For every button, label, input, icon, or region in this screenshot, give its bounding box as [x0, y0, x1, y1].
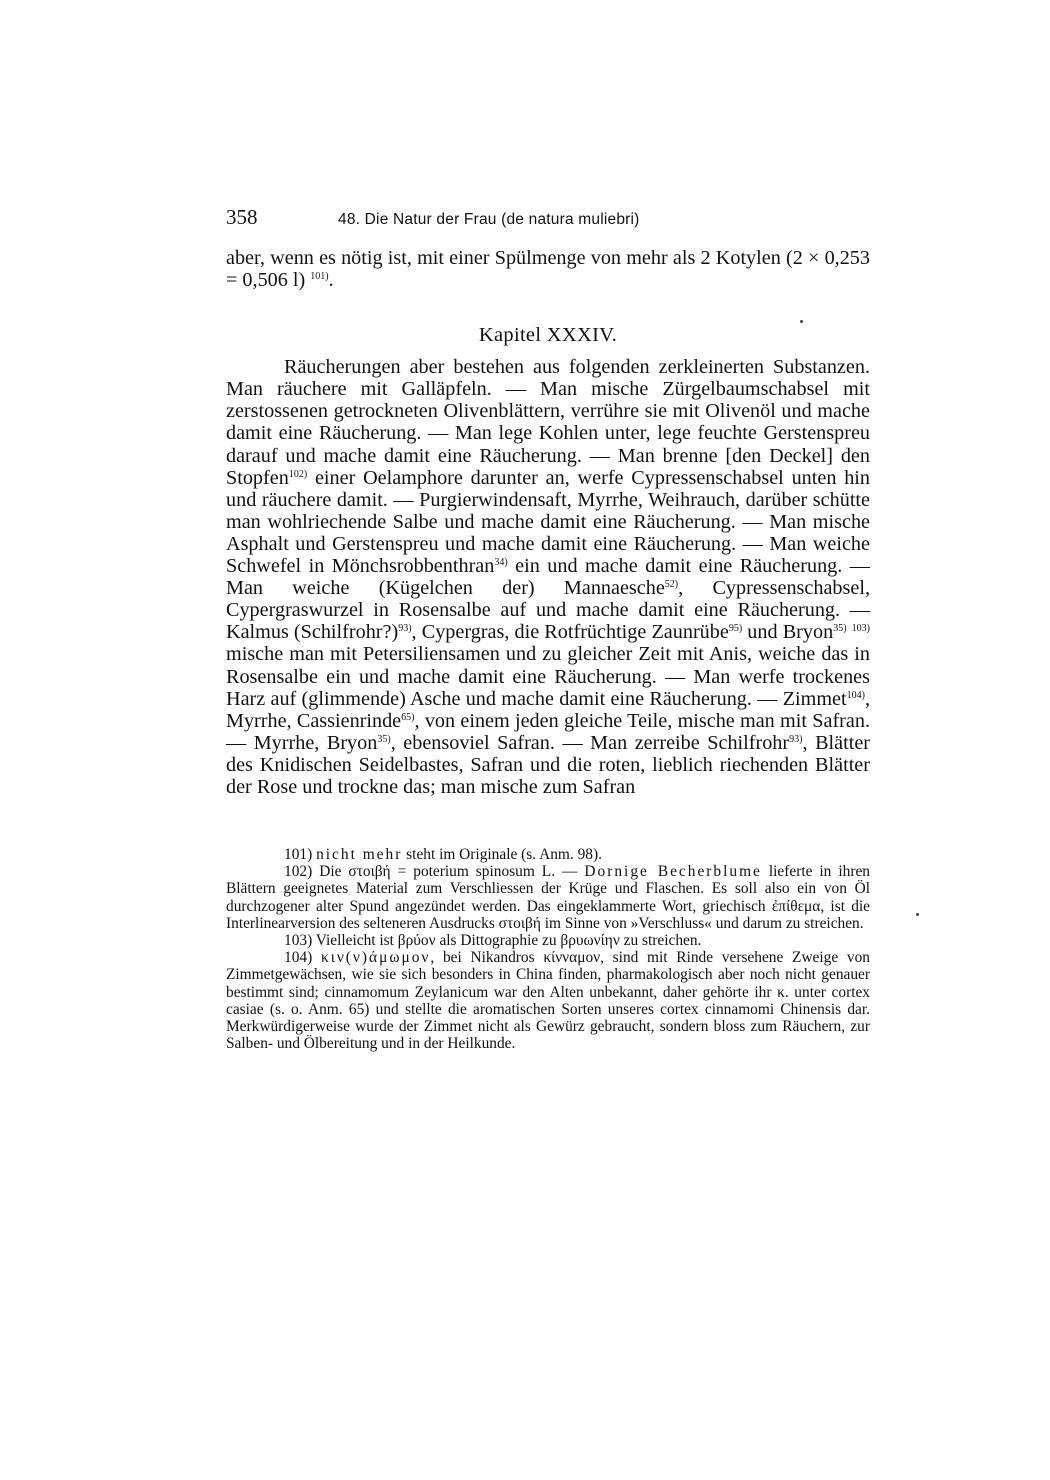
footnote-101: 101) nicht mehr steht im Originale (s. Anm. 98). — [284, 846, 602, 864]
page-number: 358 — [226, 205, 258, 229]
running-head: 48. Die Natur der Frau (de natura muliebri) — [338, 211, 640, 228]
footnote-104: 104) κιν(ν)άμωμον, bei Nikandros κίνναμον, sind mit Rinde versehene Zweige von Zimmetgewächsen, wie sie sich besonders in China finden, pharmakologisch aber noch nicht genauer bestimmt sind; cinnamomum Zeylanicum war den Alten unbekannt, daher gehörte ihr κ. unter cortex casiae (s. o. Anm. 65) und stellte die aromatischen Sorten unseres cortex cinnamomi Chinensis dar. Merkwürdigerweise wurde der Zimmet nicht als Gewürz gebraucht, sondern bloss zum Räuchern, zur Salben- und Ölbereitung und in der Heilkunde. — [226, 949, 870, 1053]
footnote-ref[interactable]: 65) — [401, 711, 415, 723]
footnote-ref[interactable]: 102) — [288, 468, 308, 480]
main-paragraph: Räucherungen aber bestehen aus folgenden zerkleinerten Substanzen. Man räuchere mit Galläpfeln. — Man mische Zürgelbaumschabsel mit zerstossenen getrockneten Olivenblättern, verrühre sie mit Olivenöl und mache damit eine Räucherung. — Man lege Kohlen unter, lege feuchte Gerstenspreu darauf und mache damit eine Räucherung. — Man brenne [den Deckel] den Stopfen$^{102)}$ einer Oelamphore darunter an, werfe Cypressenschabsel unten hin und räuchere damit. — Purgierwindensaft, Myrrhe, Weihrauch, darüber schütte man wohlriechende Salbe und mache damit eine Räucherung. — Man mische Asphalt und Gerstenspreu und mache damit eine Räucherung. — Man weiche Schwefel in Mönchsrobbenthran$^{34)}$ ein und mache damit eine Räucherung. — Man weiche (Kügelchen der) Mannaesche$^{52)}$, Cypressenschabsel, Cypergraswurzel in Rosensalbe auf und mache damit eine Räucherung. — Kalmus (Schilfrohr?)$^{93)}$, Cypergras, die Rotfrüchtige Zaunrübe$^{95)}$ und Bryon$^{35)}$ $^{103)}$ mische man mit Petersiliensamen und zu gleicher Zeit mit Anis, weiche das in Rosensalbe ein und mache damit eine Räucherung. — Man werfe trockenes Harz auf (glimmende) Asche und mache damit eine Räucherung. — Zimmet$^{104)}$, Myrrhe, Cassienrinde$^{65)}$, von einem jeden gleiche Teile, mische man mit Safran. — Myrrhe, Bryon$^{35)}$, ebensoviel Safran. — Man zerreibe Schilfrohr$^{93)}$, Blätter des Knidischen Seidelbastes, Safran und die roten, lieblich riechenden Blätter der Rose und trockne das; man mische zum Safran — [226, 356, 871, 798]
footnote-ref[interactable]: 52) — [664, 579, 679, 591]
footnote-ref[interactable]: 93) — [789, 733, 803, 745]
footnotes — [226, 846, 870, 1052]
page-header — [226, 205, 870, 235]
scan-speck — [800, 320, 803, 323]
footnote-ref[interactable]: 93) — [398, 623, 412, 635]
footnote-102: 102) Die στοιβή = poterium spinosum L. — Dornige Becherblume lieferte in ihren Blättern geeignetes Material zum Verschliessen der Krüge und Flaschen. Es soll also ein von Öl durchzogener alter Spund angezündet werden. Das eingeklammerte Wort, griechisch ἐπίθεμα, ist die Interlinearversion des selteneren Ausdrucks στοιβή im Sinne von »Verschluss« und darum zu streichen. — [226, 863, 870, 932]
book-page — [226, 205, 870, 1053]
footnote-ref[interactable]: 35) — [377, 733, 391, 745]
footnote-ref[interactable]: 95) — [728, 623, 743, 635]
footnote-ref[interactable]: 35) — [833, 623, 847, 635]
footnote-ref[interactable]: 104) — [846, 689, 865, 701]
footnote-ref[interactable]: 101) — [310, 271, 329, 283]
footnote-ref[interactable]: 34) — [494, 557, 508, 569]
chapter-title: Kapitel XXXIV. — [478, 324, 618, 347]
scan-speck — [916, 913, 919, 916]
continuation-paragraph: aber, wenn es nötig ist, mit einer Spülmenge von mehr als 2 Kotylen (2 × 0,253 = 0,506 l) $^{101)}$. — [226, 247, 870, 292]
footnote-103: 103) Vielleicht ist βρύον als Dittographie zu βρυωνίην zu streichen. — [284, 932, 702, 950]
footnote-ref[interactable]: 103) — [851, 623, 871, 635]
